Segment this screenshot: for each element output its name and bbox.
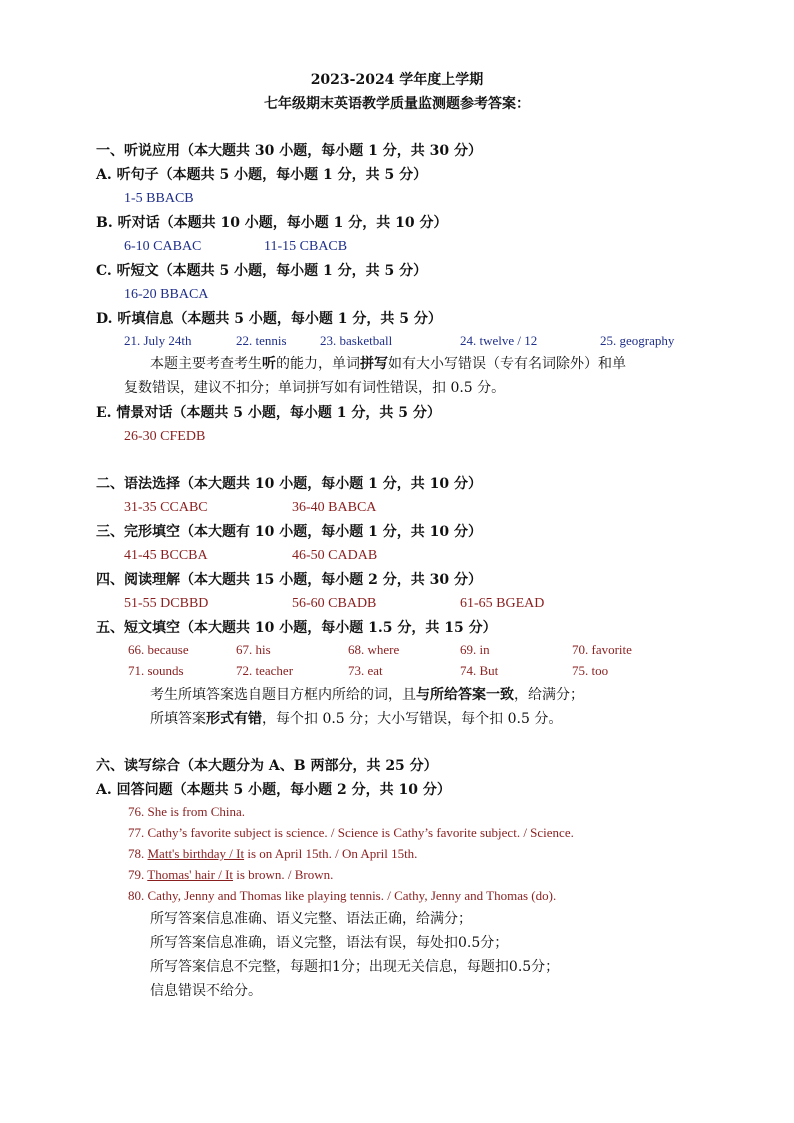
answer-80: 80. Cathy, Jenny and Thomas like playing tennis. / Cathy, Jenny and Thomas (do). (128, 888, 557, 903)
section-6a-header: A. 回答问题（本题共 5 小题，每小题 2 分，共 10 分） (96, 782, 451, 798)
answer-11-15: 11-15 CBACB (264, 239, 348, 254)
section-6-header: 六、读写综合（本大题分为 A、B 两部分，共 25 分） (96, 758, 438, 774)
section-1d-header: D. 听填信息（本题共 5 小题，每小题 1 分，共 5 分） (96, 311, 442, 327)
answer-56-60: 56-60 CBADB (292, 596, 377, 611)
section-3-header: 三、完形填空（本大题有 10 小题，每小题 1 分，共 10 分） (96, 524, 482, 540)
answer-77: 77. Cathy’s favorite subject is science. / Science is Cathy’s favorite subject. / Science. (128, 825, 574, 840)
answer-16-20: 16-20 BBACA (124, 287, 209, 302)
answer-21: 21. July 24th (124, 333, 192, 348)
answer-23: 23. basketball (320, 333, 393, 348)
answer-74: 74. But (460, 663, 499, 678)
section-1a-header: A. 听句子（本题共 5 小题，每小题 1 分，共 5 分） (96, 167, 428, 183)
answer-72: 72. teacher (236, 663, 294, 678)
section-4-header: 四、阅读理解（本大题共 15 小题，每小题 2 分，共 30 分） (96, 572, 482, 588)
answer-22: 22. tennis (236, 333, 287, 348)
answer-26-30: 26-30 CFEDB (124, 429, 206, 444)
answer-6-10: 6-10 CABAC (124, 239, 202, 254)
answer-69: 69. in (460, 642, 490, 657)
answer-46-50: 46-50 CADAB (292, 548, 378, 563)
answer-41-45: 41-45 BCCBA (124, 548, 208, 563)
section-1c-header: C. 听短文（本题共 5 小题，每小题 1 分，共 5 分） (96, 263, 428, 279)
section-1d-note-line2: 复数错误，建议不扣分；单词拼写如有词性错误，扣 0.5 分。 (124, 380, 506, 396)
answer-70: 70. favorite (572, 642, 632, 657)
section-6a-rule-2: 所写答案信息准确，语义完整，语法有误，每处扣0.5分； (150, 935, 509, 951)
answer-36-40: 36-40 BABCA (292, 500, 377, 515)
section-5-note-line2: 所填答案形式有错，每个扣 0.5 分；大小写错误，每个扣 0.5 分。 (150, 711, 563, 727)
section-6a-rule-4: 信息错误不给分。 (150, 983, 262, 999)
answer-76: 76. She is from China. (128, 804, 245, 819)
section-1d-note-line1: 本题主要考查考生听的能力，单词拼写如有大小写错误（专有名词除外）和单 (150, 356, 626, 372)
answer-73: 73. eat (348, 663, 383, 678)
section-1e-header: E. 情景对话（本题共 5 小题，每小题 1 分，共 5 分） (96, 405, 441, 421)
section-1b-header: B. 听对话（本题共 10 小题，每小题 1 分，共 10 分） (96, 215, 448, 231)
answer-78: 78. Matt's birthday / It is on April 15th. / On April 15th. (128, 846, 418, 861)
answer-1-5: 1-5 BBACB (124, 191, 194, 206)
section-6a-rule-1: 所写答案信息准确、语义完整、语法正确，给满分； (150, 911, 472, 927)
section-1-header: 一、听说应用（本大题共 30 小题，每小题 1 分，共 30 分） (96, 143, 482, 159)
answer-68: 68. where (348, 642, 400, 657)
document-title-year: 2023-2024 学年度上学期 (310, 72, 484, 88)
answer-25: 25. geography (600, 333, 675, 348)
answer-67: 67. his (236, 642, 271, 657)
answer-31-35: 31-35 CCABC (124, 500, 208, 515)
answer-66: 66. because (128, 642, 189, 657)
document-title-main: 七年级期末英语教学质量监测题参考答案： (264, 96, 530, 112)
section-5-header: 五、短文填空（本大题共 10 小题，每小题 1.5 分，共 15 分） (96, 620, 497, 636)
answer-79: 79. Thomas' hair / It is brown. / Brown. (128, 867, 334, 882)
answer-24: 24. twelve / 12 (460, 333, 538, 348)
answer-71: 71. sounds (128, 663, 184, 678)
section-6a-rule-3: 所写答案信息不完整，每题扣1分；出现无关信息，每题扣0.5分； (150, 959, 560, 975)
answer-75: 75. too (572, 663, 609, 678)
answer-51-55: 51-55 DCBBD (124, 596, 209, 611)
answer-61-65: 61-65 BGEAD (460, 596, 545, 611)
section-2-header: 二、语法选择（本大题共 10 小题，每小题 1 分，共 10 分） (96, 476, 482, 492)
section-5-note-line1: 考生所填答案选自题目方框内所给的词，且与所给答案一致，给满分； (150, 687, 584, 703)
